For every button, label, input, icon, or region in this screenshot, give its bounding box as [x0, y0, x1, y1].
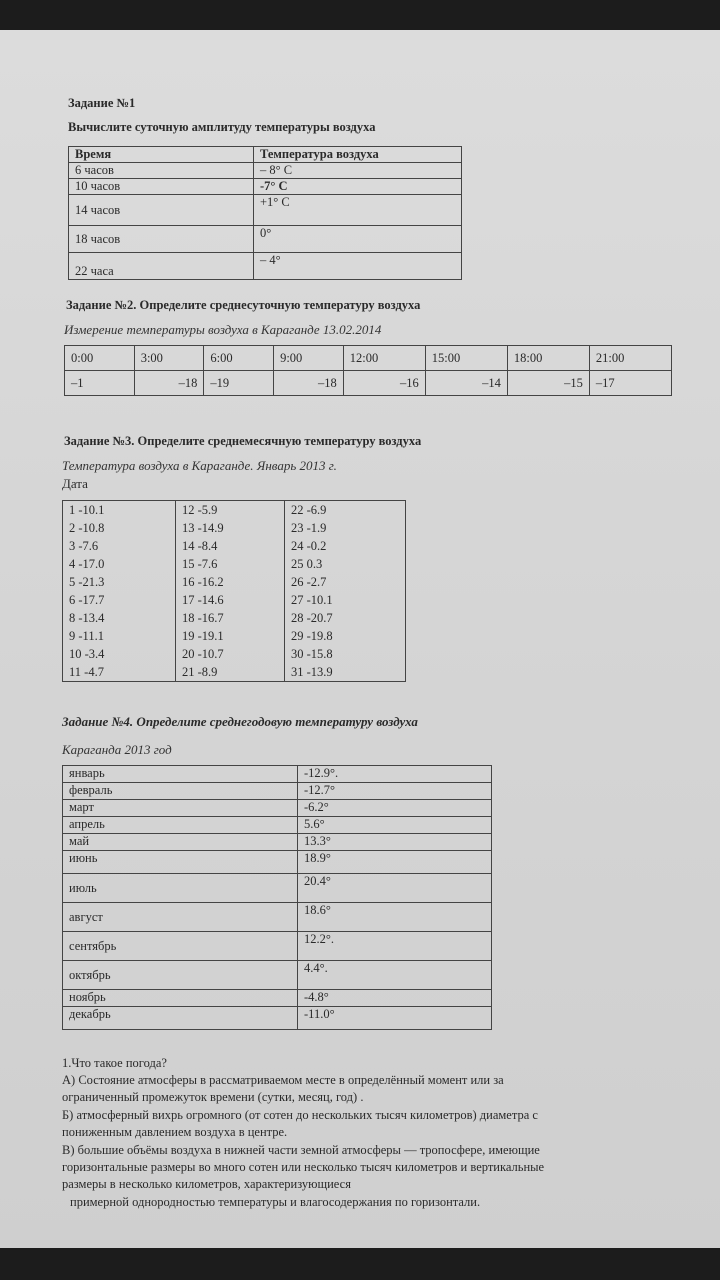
task4-month: октябрь: [63, 961, 298, 990]
task3-cell: 19 -19.1: [182, 629, 224, 643]
task4-title: Задание №4. Определите среднегодовую температуру воздуха: [62, 714, 418, 729]
task1-header-temp: Температура воздуха: [254, 147, 462, 163]
task4-month: ноябрь: [63, 990, 298, 1007]
task4-month: март: [63, 800, 298, 817]
task2-time: 12:00: [343, 346, 425, 371]
task3-cell: 20 -10.7: [182, 647, 224, 661]
answer-line: размеры в несколько километров, характеризующиеся: [62, 1177, 351, 1191]
task4-subtitle: Караганда 2013 год: [62, 742, 172, 757]
task2-value: –15: [507, 371, 589, 396]
task3-cell: 30 -15.8: [291, 647, 333, 661]
task3-cell: 28 -20.7: [291, 611, 333, 625]
task2-value: –19: [204, 371, 274, 396]
task3-subtitle: Температура воздуха в Караганде. Январь 2013 г.: [62, 458, 337, 473]
task3-cell: 24 -0.2: [291, 539, 327, 553]
answer-line: горизонтальные размеры во много сотен или несколько тысяч километров и вертикальные: [62, 1160, 545, 1174]
task4-value: 4.4°.: [298, 961, 492, 990]
task2-time: 9:00: [274, 346, 344, 371]
task4-month: июль: [63, 874, 298, 903]
task1-time: 6 часов: [69, 163, 254, 179]
task3-col2: [176, 501, 285, 682]
task1-subtitle: Вычислите суточную амплитуду температуры воздуха: [68, 120, 376, 134]
task3-cell: 14 -8.4: [182, 539, 218, 553]
task1-temp: 0°: [254, 226, 462, 253]
task2-title: Задание №2. Определите среднесуточную температуру воздуха: [66, 298, 421, 312]
task3-cell: 23 -1.9: [291, 521, 327, 535]
task3-cell: 6 -17.7: [69, 593, 105, 607]
task1-table: [68, 146, 462, 280]
task3-cell: 25 0.3: [291, 557, 323, 571]
task3-cell: 22 -6.9: [291, 503, 327, 517]
task3-cell: 26 -2.7: [291, 575, 327, 589]
task3-cell: 13 -14.9: [182, 521, 224, 535]
task4-month: декабрь: [63, 1007, 298, 1030]
task4-month: январь: [63, 766, 298, 783]
question-title: 1.Что такое погода?: [62, 1056, 167, 1070]
task3-col3: [285, 501, 406, 682]
task4-value: -4.8°: [298, 990, 492, 1007]
task2-subtitle: Измерение температуры воздуха в Караганде 13.02.2014: [64, 322, 382, 337]
answer-line: пониженным давлением воздуха в центре.: [62, 1125, 288, 1139]
task3-cell: 21 -8.9: [182, 665, 218, 679]
task2-time: 0:00: [65, 346, 135, 371]
task3-cell: 3 -7.6: [69, 539, 99, 553]
answer-line: А) Состояние атмосферы в рассматриваемом месте в определённый момент или за: [62, 1073, 504, 1087]
task2-value: –18: [134, 371, 204, 396]
task4-value: -6.2°: [298, 800, 492, 817]
task3-cell: 18 -16.7: [182, 611, 224, 625]
task4-value: 13.3°: [298, 834, 492, 851]
task3-cell: 15 -7.6: [182, 557, 218, 571]
task2-time: 3:00: [134, 346, 204, 371]
task4-value: -12.9°.: [298, 766, 492, 783]
task4-value: 12.2°.: [298, 932, 492, 961]
task1-header-time: Время: [69, 147, 254, 163]
task4-month: июнь: [63, 851, 298, 874]
task1-time: 22 часа: [69, 253, 254, 280]
task1-time: 14 часов: [69, 195, 254, 226]
answer-line: ограниченный промежуток времени (сутки, месяц, год) .: [62, 1090, 364, 1104]
task2-value: –17: [589, 371, 671, 396]
task2-table: [64, 345, 672, 396]
task3-cell: 4 -17.0: [69, 557, 105, 571]
task1-temp: – 8° С: [254, 163, 462, 179]
task3-table: [62, 500, 406, 682]
task3-cell: 5 -21.3: [69, 575, 105, 589]
task3-title: Задание №3. Определите среднемесячную температуру воздуха: [64, 434, 422, 448]
task3-date-label: Дата: [62, 476, 88, 491]
task3-cell: 17 -14.6: [182, 593, 224, 607]
task4-value: -12.7°: [298, 783, 492, 800]
task1-time: 18 часов: [69, 226, 254, 253]
task4-month: май: [63, 834, 298, 851]
task3-cell: 10 -3.4: [69, 647, 105, 661]
task2-value: –16: [343, 371, 425, 396]
task1-temp: +1° С: [254, 195, 462, 226]
answer-line: примерной однородностью температуры и влагосодержания по горизонтали.: [70, 1195, 481, 1209]
task3-cell: 31 -13.9: [291, 665, 333, 679]
task2-value: –18: [274, 371, 344, 396]
task3-cell: 27 -10.1: [291, 593, 333, 607]
task2-value: –1: [65, 371, 135, 396]
task3-cell: 8 -13.4: [69, 611, 105, 625]
task1-temp: – 4°: [254, 253, 462, 280]
task4-month: август: [63, 903, 298, 932]
task2-time: 6:00: [204, 346, 274, 371]
task4-value: 20.4°: [298, 874, 492, 903]
task4-month: сентябрь: [63, 932, 298, 961]
task1-time: 10 часов: [69, 179, 254, 195]
task4-table: [62, 765, 492, 1030]
task2-time: 21:00: [589, 346, 671, 371]
task3-cell: 16 -16.2: [182, 575, 224, 589]
answer-line: В) большие объёмы воздуха в нижней части земной атмосферы — тропосфере, имеющие: [62, 1143, 540, 1157]
answer-line: Б) атмосферный вихрь огромного (от сотен до нескольких тысяч километров) диаметра с: [62, 1108, 538, 1122]
task4-value: 18.6°: [298, 903, 492, 932]
task3-cell: 11 -4.7: [69, 665, 104, 679]
task3-col1: [63, 501, 176, 682]
task2-value: –14: [425, 371, 507, 396]
task4-value: 5.6°: [298, 817, 492, 834]
task1-title: Задание №1: [68, 96, 136, 110]
task3-cell: 12 -5.9: [182, 503, 218, 517]
task3-cell: 1 -10.1: [69, 503, 105, 517]
task4-month: февраль: [63, 783, 298, 800]
task4-value: -11.0°: [298, 1007, 492, 1030]
task2-time: 18:00: [507, 346, 589, 371]
task4-value: 18.9°: [298, 851, 492, 874]
task3-cell: 9 -11.1: [69, 629, 104, 643]
document-sheet: [0, 30, 720, 1248]
task3-cell: 2 -10.8: [69, 521, 105, 535]
task1-temp: -7° С: [254, 179, 462, 195]
task3-cell: 29 -19.8: [291, 629, 333, 643]
task2-time: 15:00: [425, 346, 507, 371]
task4-month: апрель: [63, 817, 298, 834]
